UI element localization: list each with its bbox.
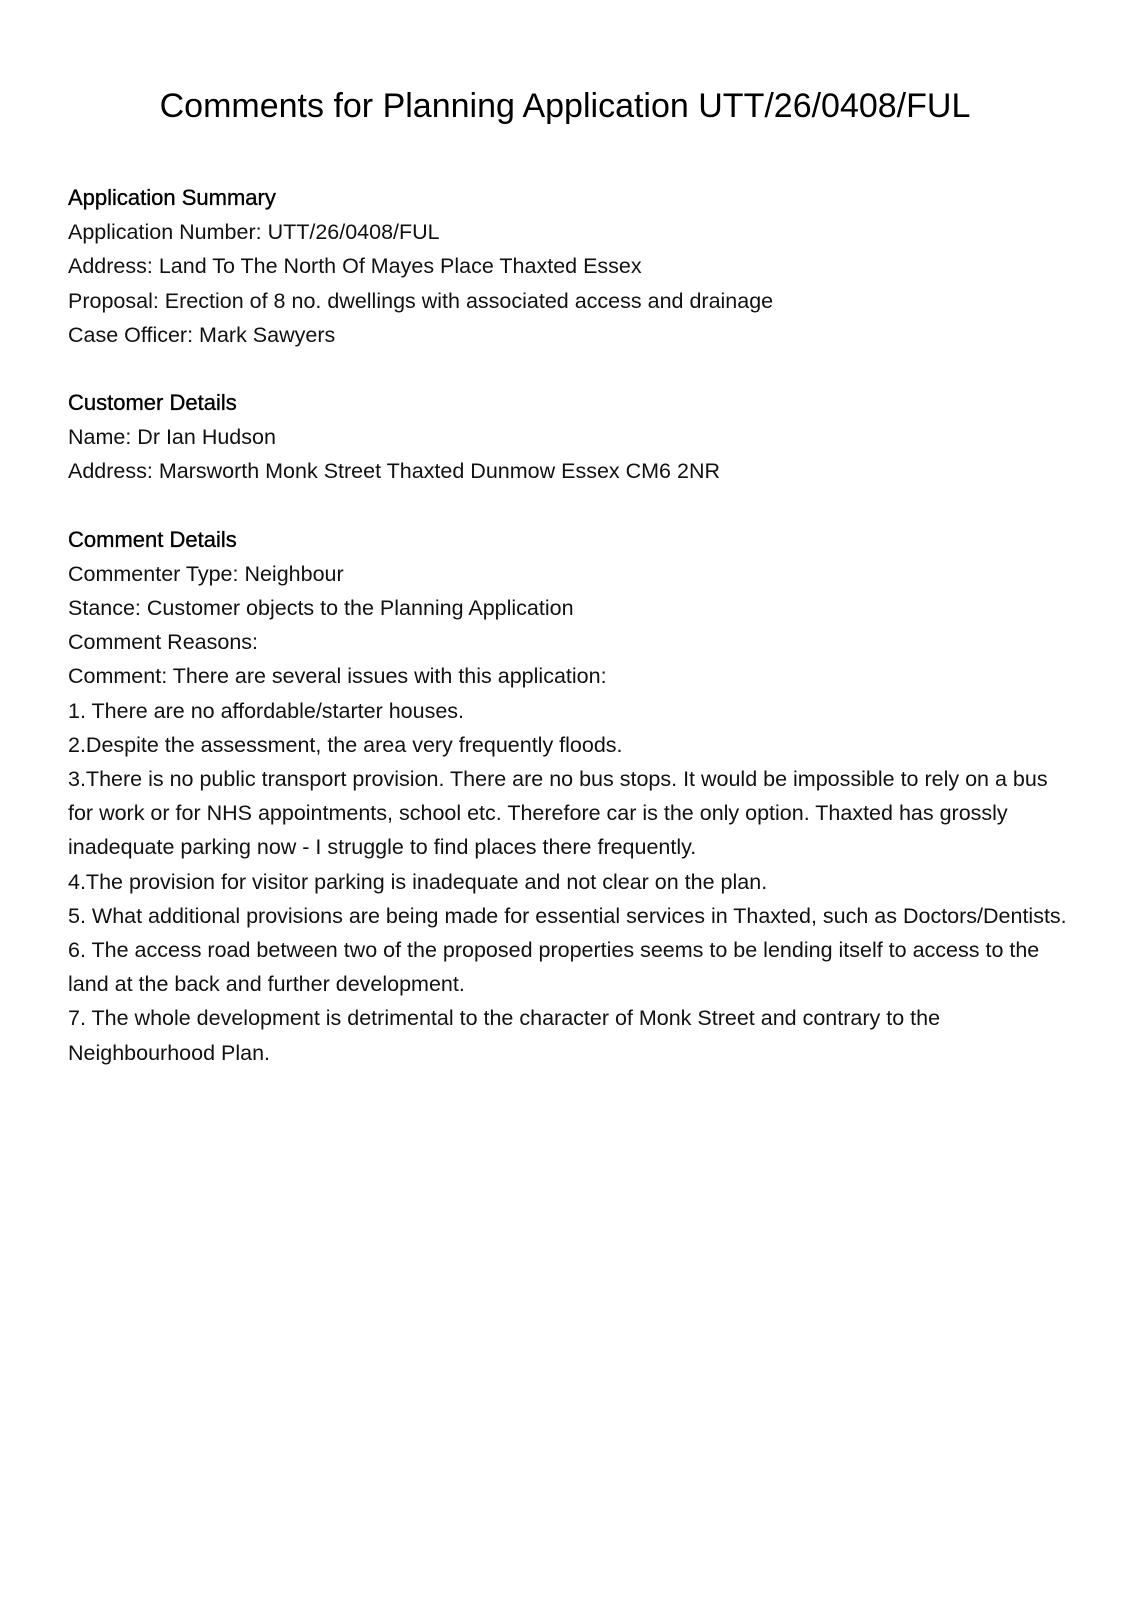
comment-reasons: Comment Reasons: bbox=[68, 630, 258, 655]
comment-point: 4.The provision for visitor parking is inadequate and not clear on the plan. bbox=[68, 869, 768, 894]
application-summary-heading: Application Summary bbox=[68, 185, 276, 210]
stance: Stance: Customer objects to the Planning Application bbox=[68, 596, 574, 621]
page-title: Comments for Planning Application UTT/26/0408/FUL bbox=[159, 87, 971, 125]
comment-details-heading: Comment Details bbox=[68, 526, 237, 552]
comment-point: 2.Despite the assessment, the area very frequently floods. bbox=[68, 732, 623, 757]
case-officer: Case Officer: Mark Sawyers bbox=[68, 322, 336, 347]
document-content bbox=[68, 181, 1068, 1104]
comment-details-section bbox=[68, 523, 1068, 1070]
customer-address: Address: Marsworth Monk Street Thaxted Dunmow Essex CM6 2NR bbox=[68, 459, 721, 484]
comment-point: 1. There are no affordable/starter houses. bbox=[68, 698, 465, 723]
application-summary-section bbox=[68, 181, 1068, 352]
commenter-type: Commenter Type: Neighbour bbox=[68, 561, 344, 586]
comment-point: 5. What additional provisions are being made for essential services in Thaxted, such as Doctors/Dentists. bbox=[68, 903, 1067, 928]
application-address: Address: Land To The North Of Mayes Place Thaxted Essex bbox=[68, 254, 642, 279]
customer-details-heading: Customer Details bbox=[68, 390, 237, 416]
comment-point: 7. The whole development is detrimental to the character of Monk Street and contrary to the Neighbourhood Plan. bbox=[68, 1006, 941, 1065]
customer-details-section bbox=[68, 386, 1068, 489]
comment-point: 3.There is no public transport provision. There are no bus stops. It would be impossible to rely on a bus for work or for NHS appointments, school etc. Therefore car is the only option. Thaxted has grossly inadequate parking now - I struggle to find places there frequently. bbox=[68, 767, 1048, 860]
comment-point: 6. The access road between two of the proposed properties seems to be lending itself to access to the land at the back and further development. bbox=[68, 938, 1040, 997]
comment-intro: Comment: There are several issues with this application: bbox=[68, 664, 607, 689]
application-proposal: Proposal: Erection of 8 no. dwellings with associated access and drainage bbox=[68, 288, 774, 313]
application-number: Application Number: UTT/26/0408/FUL bbox=[68, 220, 440, 245]
comment-points-list bbox=[68, 694, 1068, 1070]
customer-name: Name: Dr Ian Hudson bbox=[68, 425, 276, 450]
